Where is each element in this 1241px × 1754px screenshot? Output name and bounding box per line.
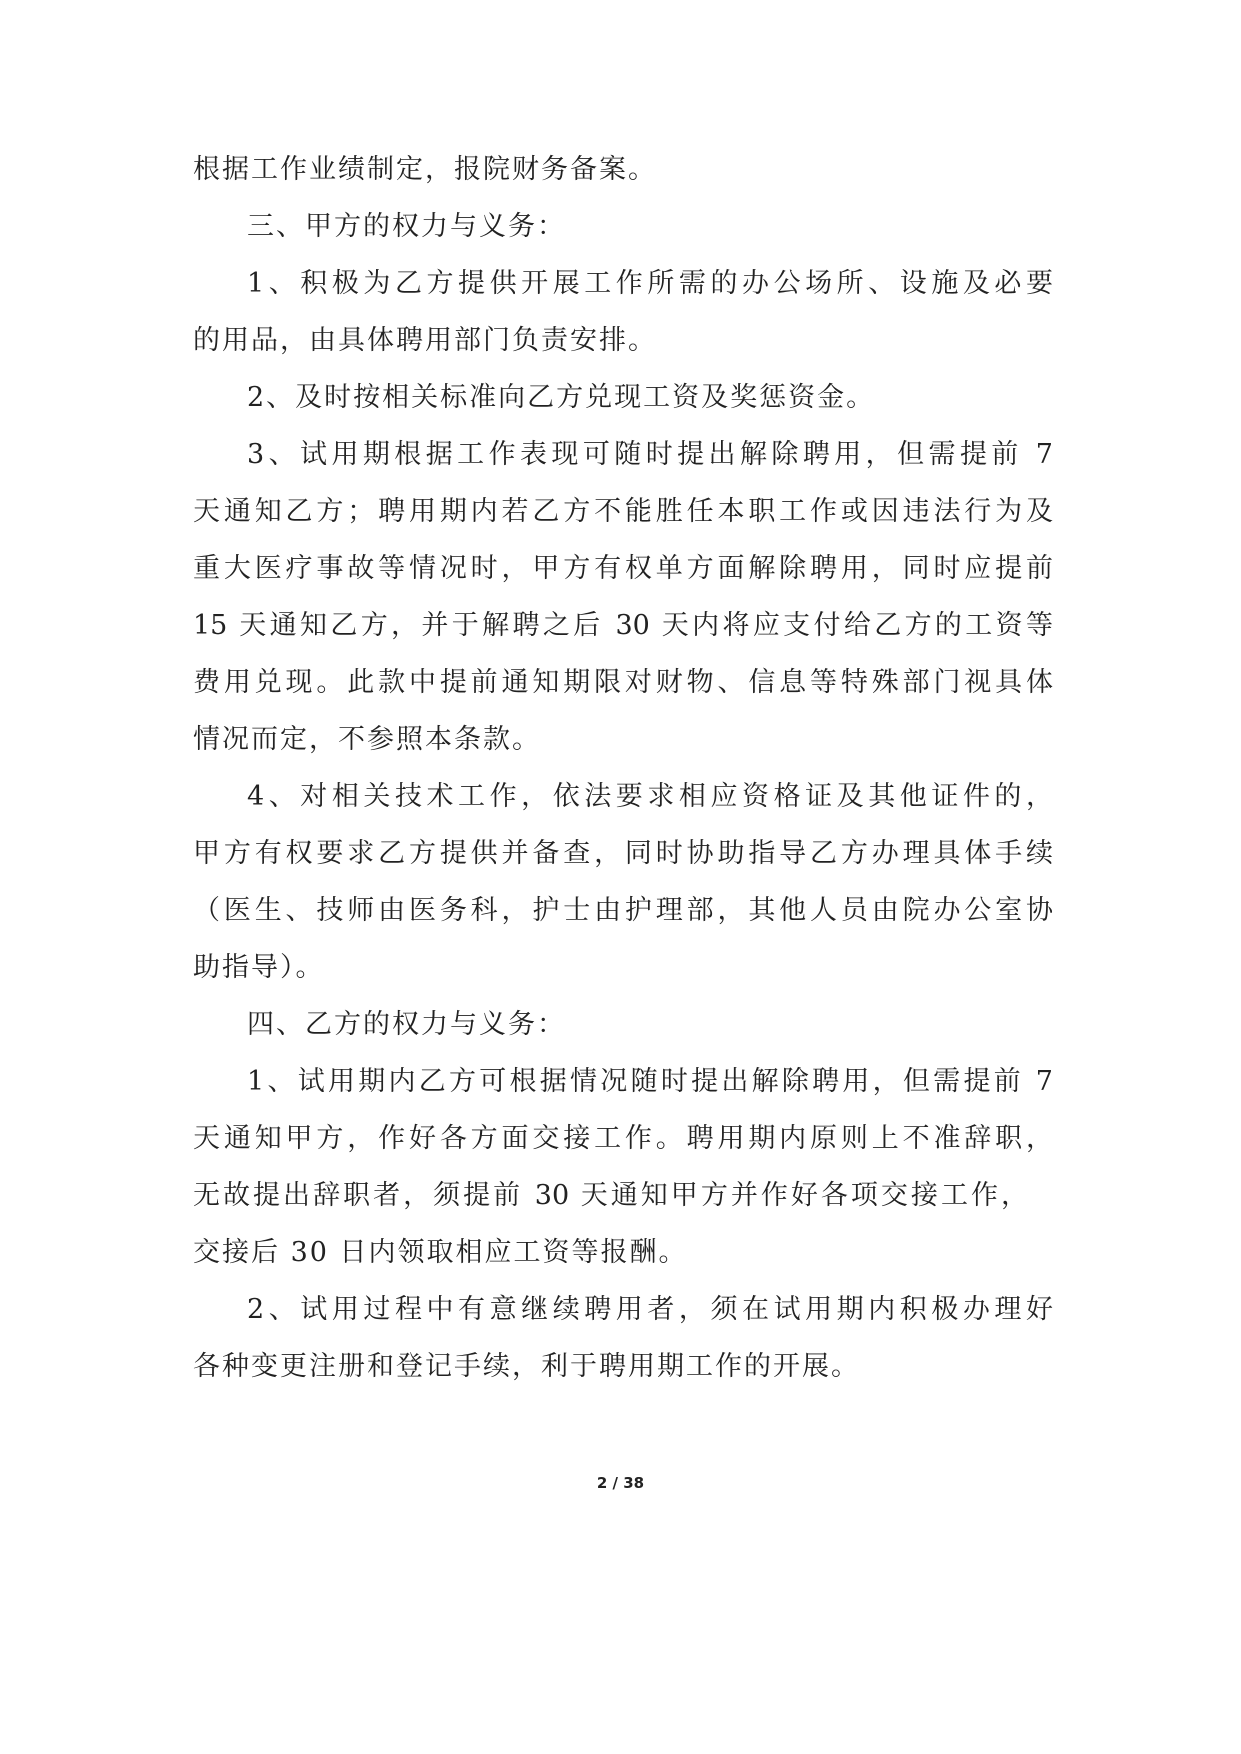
text-line: 的用品，由具体聘用部门负责安排。	[193, 325, 657, 356]
section-heading: 四、乙方的权力与义务：	[247, 1009, 566, 1040]
text-line: 助指导）。	[193, 952, 325, 983]
text-line: 2、及时按相关标准向乙方兑现工资及奖惩资金。	[247, 382, 876, 413]
text-line: 15 天通知乙方，并于解聘之后 30 天内将应支付给乙方的工资等	[193, 610, 1053, 641]
text-line: 各种变更注册和登记手续，利于聘用期工作的开展。	[193, 1351, 860, 1382]
text-line: 费用兑现。此款中提前通知期限对财物、信息等特殊部门视具体	[193, 667, 1053, 698]
text-line: 4、对相关技术工作，依法要求相应资格证及其他证件的，	[247, 781, 1053, 812]
text-line: 甲方有权要求乙方提供并备查，同时协助指导乙方办理具体手续	[193, 838, 1053, 869]
text-line: 2、试用过程中有意继续聘用者，须在试用期内积极办理好	[247, 1294, 1053, 1325]
text-line: 情况而定，不参照本条款。	[193, 724, 541, 755]
text-line: 3、试用期根据工作表现可随时提出解除聘用，但需提前 7	[247, 439, 1053, 470]
text-line: 1、试用期内乙方可根据情况随时提出解除聘用，但需提前 7	[247, 1066, 1053, 1097]
text-line: 无故提出辞职者，须提前 30 天通知甲方并作好各项交接工作，	[193, 1180, 1028, 1211]
text-line: 根据工作业绩制定，报院财务备案。	[193, 154, 657, 185]
text-line: 1、积极为乙方提供开展工作所需的办公场所、设施及必要	[247, 268, 1053, 299]
text-line: （医生、技师由医务科，护士由护理部，其他人员由院办公室协	[193, 895, 1053, 926]
text-line: 天通知甲方，作好各方面交接工作。聘用期内原则上不准辞职，	[193, 1123, 1053, 1154]
text-line: 交接后 30 日内领取相应工资等报酬。	[193, 1237, 688, 1268]
section-heading: 三、甲方的权力与义务：	[247, 211, 566, 242]
text-line: 天通知乙方；聘用期内若乙方不能胜任本职工作或因违法行为及	[193, 496, 1053, 527]
text-line: 重大医疗事故等情况时，甲方有权单方面解除聘用，同时应提前	[193, 553, 1053, 584]
page-number: 2 / 38	[596, 1474, 645, 1492]
